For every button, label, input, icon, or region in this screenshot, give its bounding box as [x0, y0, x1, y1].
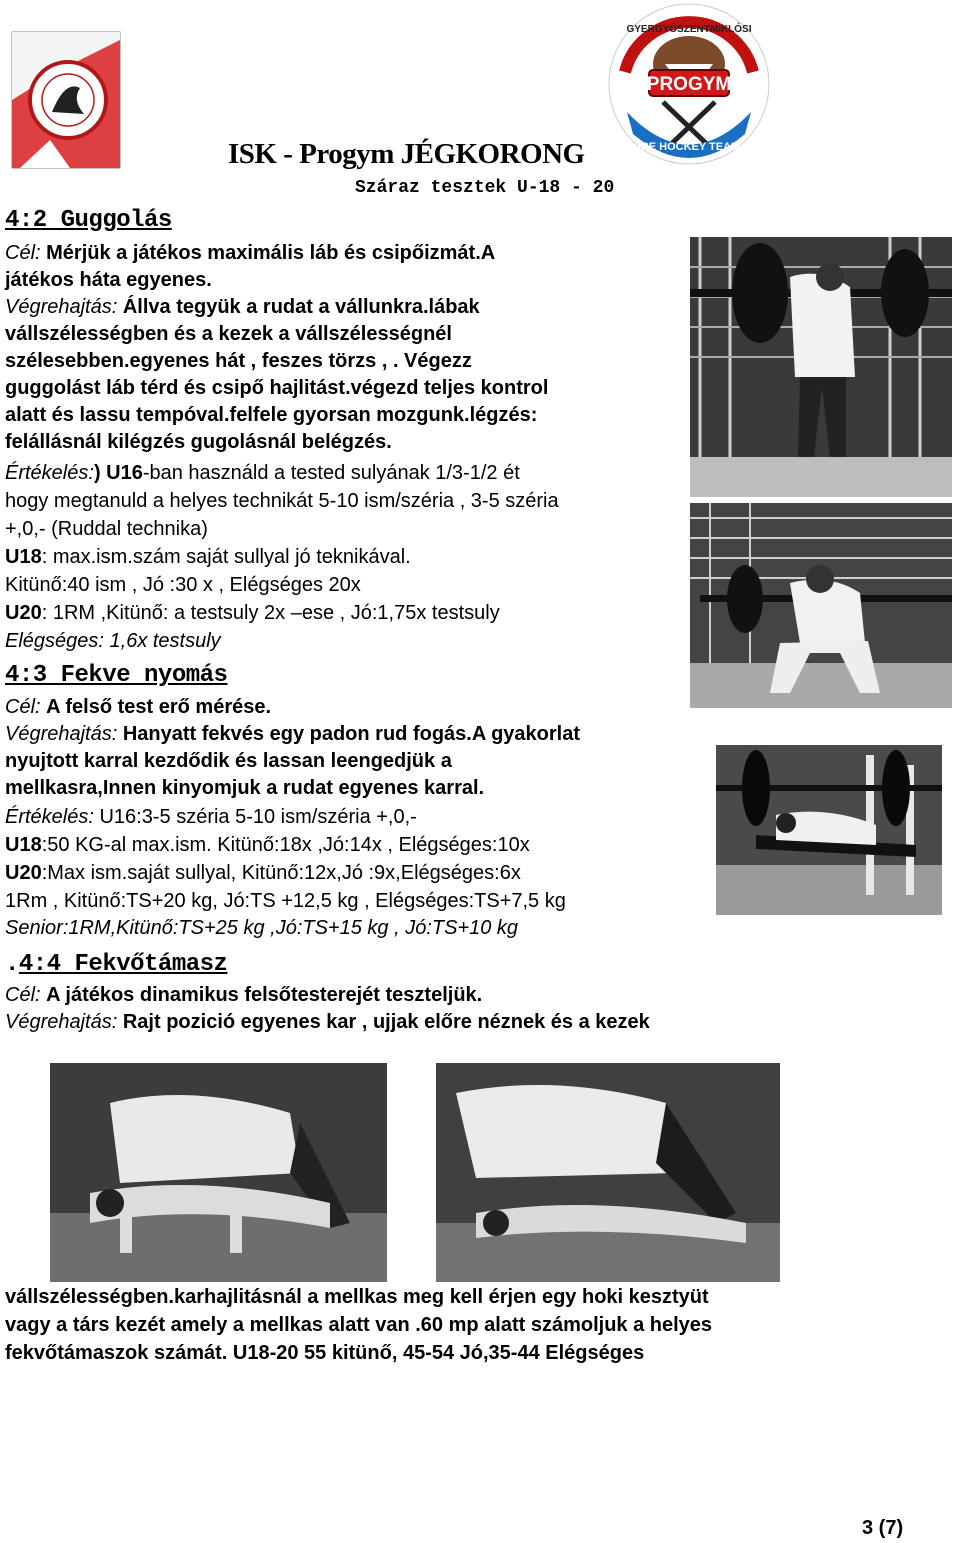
sec42-line-2: játékos háta egyenes.: [5, 269, 212, 291]
page-number: 3 (7): [862, 1517, 904, 1539]
progym-ice-hockey-logo: [605, 2, 773, 167]
sec42-line-8: felállásnál kilégzés gugolásnál belégzés.: [5, 431, 392, 453]
sec43-line-3: nyujtott karral kezdődik és lassan leengedjük a: [5, 750, 452, 772]
pushup-photo-right: [436, 1063, 780, 1282]
sec44-line-5: fekvőtámaszok számát. U18-20 55 kitünő, 45-54 Jó,35-44 Elégséges: [5, 1342, 645, 1364]
sec42-line-12: U18: max.ism.szám saját sullyal jó teknikával.: [5, 546, 411, 568]
sec43-line-5: Értékelés: U16:3-5 széria 5-10 ism/széria +,0,-: [5, 806, 417, 828]
sec44-line-1: Cél: A játékos dinamikus felsőtesterejét teszteljük.: [5, 984, 483, 1006]
sec42-line-3: Végrehajtás: Állva tegyük a rudat a vállunkra.lábak: [5, 296, 480, 318]
squat-photo-standing: [690, 237, 952, 497]
sec43-line-9: Senior:1RM,Kitünő:TS+25 kg ,Jó:TS+15 kg , Jó:TS+10 kg: [5, 917, 519, 939]
sec42-line-5: szélesebben.egyenes hát , feszes törzs , . Végezz: [5, 350, 472, 372]
sec44-line-2: Végrehajtás: Rajt pozició egyenes kar , ujjak előre néznek és a kezek: [5, 1011, 650, 1033]
sec43-line-4: mellkasra,Innen kinyomjuk a rudat egyenes karral.: [5, 777, 485, 799]
pushup-photo-left: [50, 1063, 387, 1282]
bench-press-photo: [716, 745, 942, 915]
sec44-line-3: vállszélességben.karhajlitásnál a mellkas meg kell érjen egy hoki kesztyüt: [5, 1286, 709, 1308]
logo-bottom-text: ICE HOCKEY TEAM: [637, 141, 741, 153]
logo-progym-text: PROGYM: [646, 74, 732, 95]
squat-photo-bottom-position: [690, 503, 952, 708]
sec42-line-10: hogy megtanuld a helyes technikát 5-10 ism/széria , 3-5 széria: [5, 490, 559, 512]
sec43-line-8: 1Rm , Kitünő:TS+20 kg, Jó:TS +12,5 kg , Elégséges:TS+7,5 kg: [5, 890, 566, 912]
sec43-line-6: U18:50 KG-al max.ism. Kitünő:18x ,Jó:14x , Elégséges:10x: [5, 834, 530, 856]
section-4-3-heading: 4:3 Fekve nyomás: [5, 662, 228, 689]
club-logo-left: [10, 30, 122, 170]
logo-top-text: GYERGYÓSZENTMIKLÓSI: [626, 24, 752, 35]
sec44-line-4: vagy a társ kezét amely a mellkas alatt van .60 mp alatt számoljuk a helyes: [5, 1314, 713, 1336]
sec42-line-13: Kitünő:40 ism , Jó :30 x , Elégséges 20x: [5, 574, 361, 596]
sec42-line-15: Elégséges: 1,6x testsuly: [5, 630, 221, 652]
sec42-line-9: Értékelés:) U16-ban használd a tested sulyának 1/3-1/2 ét: [5, 462, 520, 484]
sec42-line-4: vállszélességben és a kezek a vállszélességnél: [5, 323, 452, 345]
document-title: ISK - Progym JÉGKORONG: [228, 138, 585, 170]
sec43-line-1: Cél: A felső test erő mérése.: [5, 696, 272, 718]
sec42-line-1: Cél: Mérjük a játékos maximális láb és csipőizmát.A: [5, 242, 496, 264]
sec43-line-7: U20:Max ism.saját sullyal, Kitünő:12x,Jó :9x,Elégséges:6x: [5, 862, 521, 884]
sec43-line-2: Végrehajtás: Hanyatt fekvés egy padon rud fogás.A gyakorlat: [5, 723, 581, 745]
section-4-2-heading: 4:2 Guggolás: [5, 207, 172, 234]
sec42-line-7: alatt és lassu tempóval.felfele gyorsan mozgunk.légzés:: [5, 404, 538, 426]
sec42-line-6: guggolást láb térd és csipő hajlitást.végezd teljes kontrol: [5, 377, 549, 399]
section-4-4-heading: .4:4 Fekvőtámasz: [5, 951, 228, 978]
sec42-line-11: +,0,- (Ruddal technika): [5, 518, 208, 540]
sec42-line-14: U20: 1RM ,Kitünő: a testsuly 2x –ese , Jó:1,75x testsuly: [5, 602, 500, 624]
document-subtitle: Száraz tesztek U-18 - 20: [355, 178, 615, 198]
